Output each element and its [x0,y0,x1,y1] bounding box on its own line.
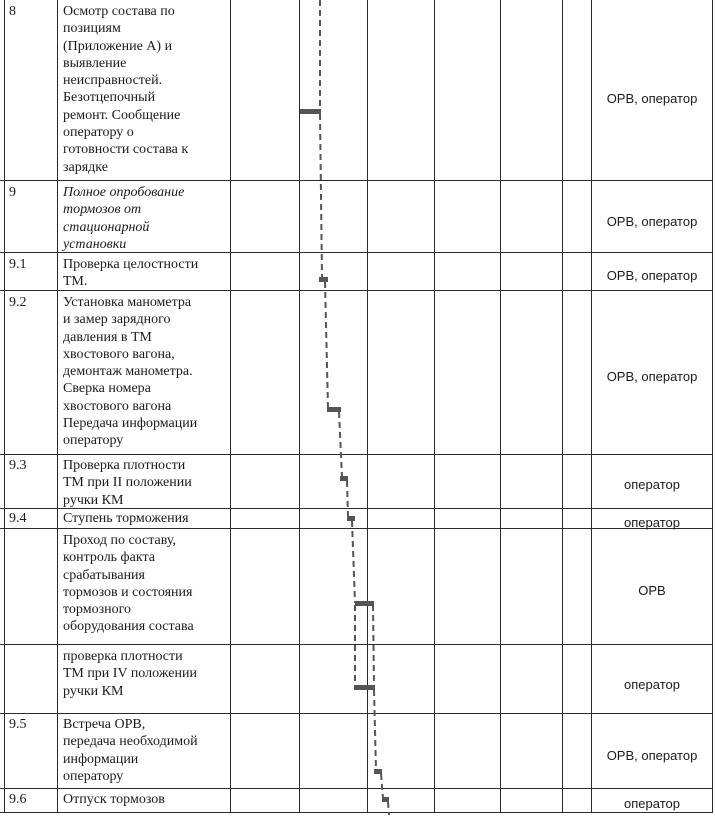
timeline-bar [319,277,328,282]
timeline-dash [339,412,342,477]
row-number: 9.1 [9,257,27,272]
performer-label: ОРВ, оператор [606,748,698,763]
operation-description: Полное опробование тормозов от стационарной установки [63,185,185,252]
timeline-bar [355,601,374,606]
timeline-dash [320,114,322,278]
performer-label: ОРВ, оператор [606,268,698,283]
performer-label: оператор [624,515,680,530]
timeline-dash [381,774,383,798]
performer-label: оператор [624,796,680,811]
timeline-bar [347,516,355,521]
timeline-bar [340,476,348,481]
timeline-bar [327,407,341,412]
row-number: 9.6 [9,792,27,807]
row-number: 9.5 [9,717,27,732]
timeline-dash [347,481,348,517]
row-number: 9 [9,185,16,200]
row-number: 9.2 [9,295,27,310]
performer-label: ОРВ, оператор [606,91,698,106]
operation-description: Отпуск тормозов [63,792,165,807]
timeline-bar [300,109,321,114]
performer-label: оператор [624,477,680,492]
performer-label: ОРВ, оператор [606,214,698,229]
timeline-dash [352,521,355,603]
performer-label: оператор [624,677,680,692]
operation-description: Осмотр состава по позициям (Приложение А) и выявление неисправностей. Безотцепочный ремонт. Сообщение оператору о готовности состава к зарядке [63,4,189,175]
operation-description: Проверка плотности ТМ при II положении ручки КМ [63,458,192,508]
operation-description: Проход по составу, контроль факта срабатывания тормозов и состояния тормозного оборудования состава [63,533,194,635]
timeline-dash [373,605,374,686]
operation-description: проверка плотности ТМ при IV положении ручки КМ [63,649,197,699]
timeline-bar [374,769,382,774]
timeline-bar [382,797,389,802]
row-number: 9.3 [9,458,27,473]
timeline-dash [325,282,328,408]
row-number: 9.4 [9,511,27,526]
timeline-dash [388,802,389,815]
performer-label: ОРВ [638,583,666,598]
timeline-dash [374,690,376,770]
operation-description: Установка манометра и замер зарядного давления в ТМ хвостового вагона, демонтаж манометра. Сверка номера хвостового вагона Передача информации оператору [63,295,198,449]
row-number: 8 [9,4,16,19]
operation-description: Ступень торможения [63,511,189,526]
performer-label: ОРВ, оператор [606,369,698,384]
operation-description: Проверка целостности ТМ. [63,257,199,290]
timeline-bar [354,685,375,690]
operation-description: Встреча ОРВ, передача необходимой информации оператору [63,717,198,784]
